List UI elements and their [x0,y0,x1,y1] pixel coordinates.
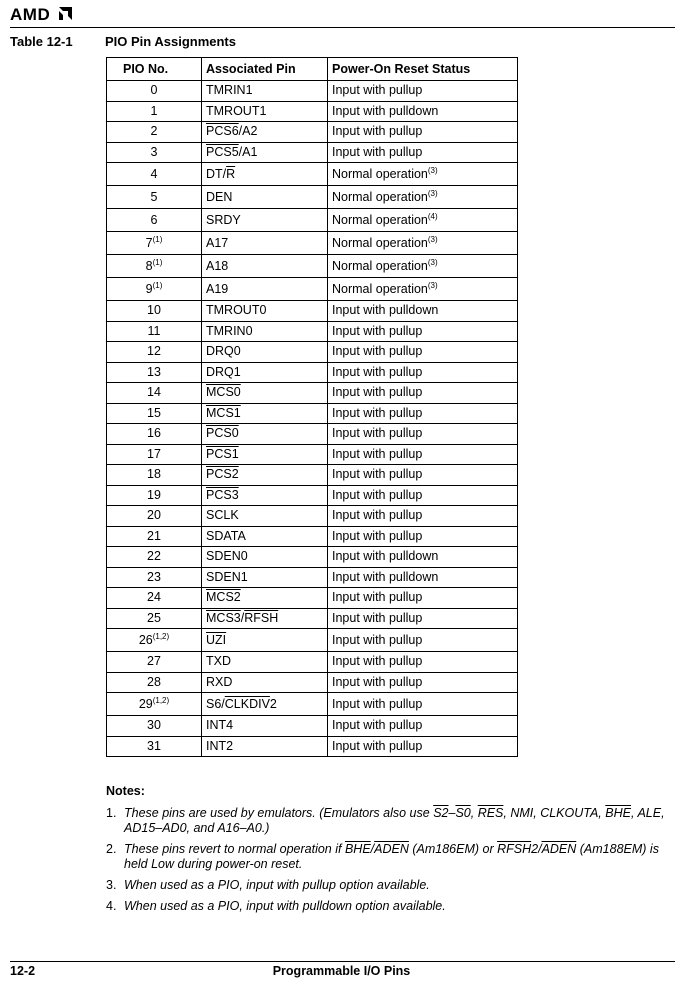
pio-number-cell: 10 [107,301,202,322]
associated-pin-cell: SDATA [202,526,328,547]
footer-rule [10,961,675,962]
reset-status-cell: Input with pulldown [328,101,518,122]
table-row [107,255,518,278]
associated-pin-cell: A18 [202,255,328,278]
table-row [107,629,518,652]
table-row [107,716,518,737]
pio-number-cell: 26$^{(1,2)}$ [107,629,202,652]
associated-pin-cell: SRDY [202,209,328,232]
associated-pin-cell: RXD [202,672,328,693]
associated-pin-cell: TMROUT0 [202,301,328,322]
pio-number-cell: 1 [107,101,202,122]
reset-status-cell: Input with pullup [328,444,518,465]
pio-pin-table [106,57,518,757]
header-rule [10,27,675,28]
reset-status-cell: Normal operation$^{(3)}$ [328,278,518,301]
pio-number-cell: 14 [107,383,202,404]
table-row [107,485,518,506]
pio-number-cell: 16 [107,424,202,445]
associated-pin-cell: MCS3/RFSH [202,608,328,629]
pio-number-cell: 31 [107,736,202,757]
pio-number-cell: 12 [107,342,202,363]
table-row [107,186,518,209]
reset-status-cell: Normal operation$^{(3)}$ [328,163,518,186]
table-row [107,163,518,186]
associated-pin-cell: DRQ0 [202,342,328,363]
reset-status-cell: Normal operation$^{(3)}$ [328,186,518,209]
pio-number-cell: 13 [107,362,202,383]
table-row [107,608,518,629]
note-item: 4. When used as a PIO, input with pulldown option available. [106,899,446,913]
pio-number-cell: 21 [107,526,202,547]
table-row [107,209,518,232]
reset-status-cell: Input with pullup [328,693,518,716]
table-row [107,547,518,568]
table-body [107,81,518,757]
table-row [107,588,518,609]
pio-number-cell: 30 [107,716,202,737]
reset-status-cell: Input with pullup [328,362,518,383]
pio-number-cell: 2 [107,122,202,143]
table-row [107,232,518,255]
associated-pin-cell: S6/CLKDIV2 [202,693,328,716]
amd-logo: AMD [10,5,50,25]
reset-status-cell: Input with pullup [328,652,518,673]
associated-pin-cell: PCS1 [202,444,328,465]
reset-status-cell: Input with pulldown [328,567,518,588]
associated-pin-cell: PCS3 [202,485,328,506]
table-header-row [107,58,518,81]
header-reset-status: Power-On Reset Status [328,58,518,81]
table-row [107,465,518,486]
notes-list [106,806,678,920]
table-row [107,362,518,383]
pio-number-cell: 28 [107,672,202,693]
reset-status-cell: Input with pullup [328,81,518,102]
associated-pin-cell: INT2 [202,736,328,757]
pio-number-cell: 22 [107,547,202,568]
associated-pin-cell: A17 [202,232,328,255]
header-associated-pin: Associated Pin [202,58,328,81]
pio-number-cell: 7$^{(1)}$ [107,232,202,255]
associated-pin-cell: MCS2 [202,588,328,609]
reset-status-cell: Input with pulldown [328,301,518,322]
associated-pin-cell: INT4 [202,716,328,737]
reset-status-cell: Input with pullup [328,608,518,629]
pio-number-cell: 19 [107,485,202,506]
pio-number-cell: 11 [107,321,202,342]
pio-number-cell: 20 [107,506,202,527]
reset-status-cell: Input with pullup [328,424,518,445]
reset-status-cell: Input with pullup [328,122,518,143]
table-row [107,142,518,163]
reset-status-cell: Input with pullup [328,142,518,163]
pio-number-cell: 3 [107,142,202,163]
table-row [107,424,518,445]
reset-status-cell: Input with pullup [328,526,518,547]
pio-number-cell: 23 [107,567,202,588]
amd-arrow-icon [59,7,72,20]
note-item: 3. When used as a PIO, input with pullup option available. [106,878,430,892]
associated-pin-cell: TMRIN0 [202,321,328,342]
table-row [107,736,518,757]
reset-status-cell: Input with pullup [328,588,518,609]
associated-pin-cell: A19 [202,278,328,301]
pio-number-cell: 18 [107,465,202,486]
table-row [107,693,518,716]
pio-number-cell: 27 [107,652,202,673]
reset-status-cell: Input with pullup [328,485,518,506]
associated-pin-cell: $DT/\overline{R}$ [202,163,328,186]
associated-pin-cell: SDEN0 [202,547,328,568]
table-row [107,403,518,424]
table-number: Table 12-1 [10,34,73,49]
section-title: Programmable I/O Pins [272,964,411,978]
table-row [107,444,518,465]
reset-status-cell: Input with pullup [328,321,518,342]
associated-pin-cell: PCS6/A2 [202,122,328,143]
table-row [107,567,518,588]
table-row [107,652,518,673]
reset-status-cell: Normal operation$^{(3)}$ [328,255,518,278]
associated-pin-cell: SDEN1 [202,567,328,588]
associated-pin-cell: MCS0 [202,383,328,404]
table-row [107,506,518,527]
pio-number-cell: 8$^{(1)}$ [107,255,202,278]
reset-status-cell: Input with pullup [328,465,518,486]
associated-pin-cell: DEN [202,186,328,209]
pio-number-cell: 17 [107,444,202,465]
associated-pin-cell: TMRIN1 [202,81,328,102]
pio-number-cell: 0 [107,81,202,102]
reset-status-cell: Normal operation$^{(4)}$ [328,209,518,232]
table-row [107,342,518,363]
note-item: 1. These pins are used by emulators. (Emulators also use S2–S0, $\overline{RES}$, NMI, CLKOUTA, $\overline{BHE}$, ALE, AD15–AD0, and A16–A0.) [106,806,665,835]
reset-status-cell: Input with pullup [328,629,518,652]
header-pio-no: PIO No. [107,58,202,81]
notes-title: Notes: [106,784,145,798]
table-row [107,321,518,342]
reset-status-cell: Input with pullup [328,506,518,527]
pio-number-cell: 25 [107,608,202,629]
reset-status-cell: Input with pullup [328,383,518,404]
reset-status-cell: Input with pullup [328,672,518,693]
pio-number-cell: 29$^{(1,2)}$ [107,693,202,716]
associated-pin-cell: PCS0 [202,424,328,445]
associated-pin-cell: DRQ1 [202,362,328,383]
associated-pin-cell: MCS1 [202,403,328,424]
associated-pin-cell: TXD [202,652,328,673]
table-row [107,526,518,547]
associated-pin-cell: TMROUT1 [202,101,328,122]
pio-number-cell: 5 [107,186,202,209]
associated-pin-cell: SCLK [202,506,328,527]
reset-status-cell: Input with pullup [328,716,518,737]
associated-pin-cell: PCS2 [202,465,328,486]
table-row [107,81,518,102]
table-row [107,301,518,322]
reset-status-cell: Input with pulldown [328,547,518,568]
table-row [107,101,518,122]
table-row [107,122,518,143]
reset-status-cell: Normal operation$^{(3)}$ [328,232,518,255]
note-item: 2. These pins revert to normal operation if $\overline{BHE}$/ADEN (Am186EM) or RFSH2/ADEN (Am188EM) is held Low during power-on reset. [106,842,659,871]
pio-number-cell: 24 [107,588,202,609]
pio-number-cell: 9$^{(1)}$ [107,278,202,301]
reset-status-cell: Input with pullup [328,403,518,424]
pio-number-cell: 15 [107,403,202,424]
table-title: PIO Pin Assignments [105,34,236,49]
pio-number-cell: 4 [107,163,202,186]
reset-status-cell: Input with pullup [328,342,518,363]
table-row [107,383,518,404]
reset-status-cell: Input with pullup [328,736,518,757]
table-row [107,278,518,301]
pio-number-cell: 6 [107,209,202,232]
page-number: 12-2 [10,964,36,978]
associated-pin-cell: $\overline{UZI}$ [202,629,328,652]
table-caption [10,34,236,49]
associated-pin-cell: PCS5/A1 [202,142,328,163]
table-row [107,672,518,693]
